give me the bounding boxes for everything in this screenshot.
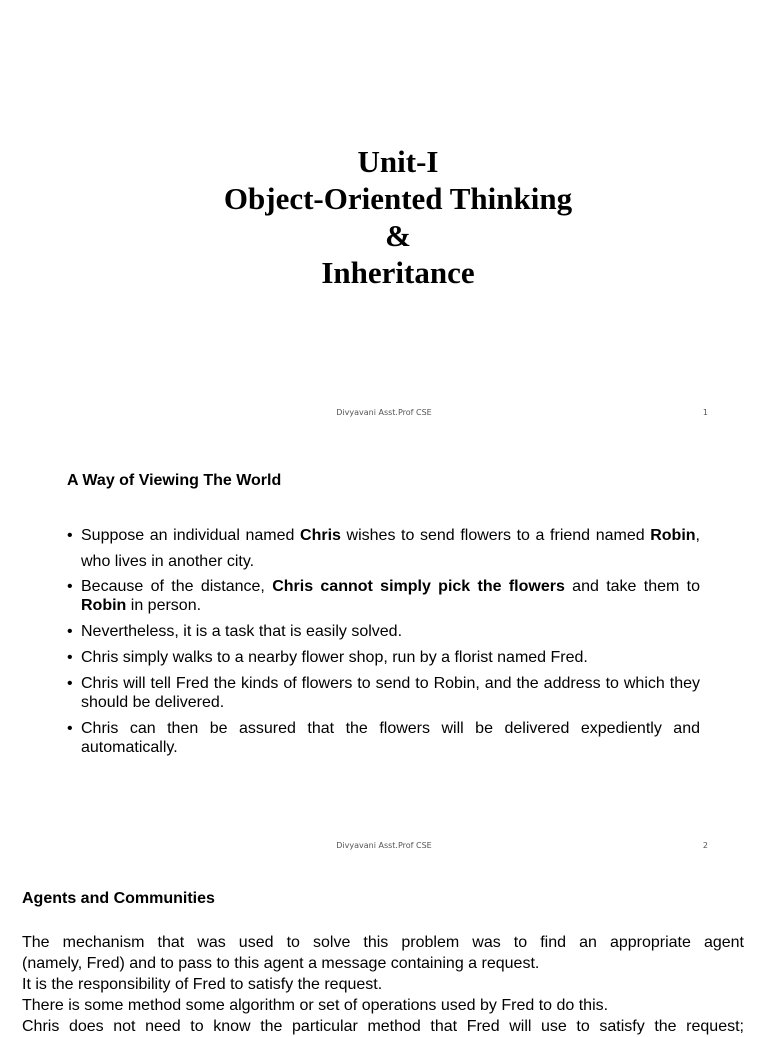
page-number: 1 [702, 408, 708, 417]
footer-author: Divyavani Asst.Prof CSE [336, 841, 432, 850]
list-item: • Chris simply walks to a nearby flower shop, run by a florist named Fred. [67, 648, 700, 667]
slide-heading: A Way of Viewing The World [67, 472, 282, 489]
slide-heading: Agents and Communities [22, 890, 215, 907]
list-item: • Chris will tell Fred the kinds of flowers to send to Robin, and the address to which they should be delivered. [67, 674, 700, 712]
slide-title [0, 143, 768, 291]
paragraph-line: It is the responsibility of Fred to satisfy the request. [22, 976, 383, 993]
title-line: Unit-I [357, 144, 439, 179]
slide-2 [0, 432, 768, 865]
page-number: 2 [702, 841, 708, 850]
paragraph-line: There is some method some algorithm or set of operations used by Fred to do this. [22, 997, 609, 1014]
footer-author: Divyavani Asst.Prof CSE [336, 408, 432, 417]
bullet-list [67, 525, 700, 764]
slide-1 [0, 0, 768, 432]
slide-3 [0, 865, 768, 1035]
list-item: • Chris can then be assured that the flowers will be delivered expediently and automatically. [67, 719, 700, 757]
title-line: Object-Oriented Thinking [223, 181, 573, 216]
paragraph-line: Chris does not need to know the particular method that Fred will use to satisfy the request; [22, 1018, 744, 1035]
title-line: Inheritance [321, 255, 475, 290]
list-item: • Because of the distance, Chris cannot simply pick the flowers and take them to Robin in person. [67, 577, 700, 615]
paragraph-line: The mechanism that was used to solve this problem was to find an appropriate agent [22, 934, 744, 951]
paragraph-line: (namely, Fred) and to pass to this agent a message containing a request. [22, 955, 540, 972]
title-line: & [385, 218, 411, 253]
list-item: • Suppose an individual named Chris wishes to send flowers to a friend named Robin, who lives in another city. [67, 523, 700, 575]
body-paragraph [22, 932, 744, 1037]
list-item: • Nevertheless, it is a task that is easily solved. [67, 622, 700, 641]
